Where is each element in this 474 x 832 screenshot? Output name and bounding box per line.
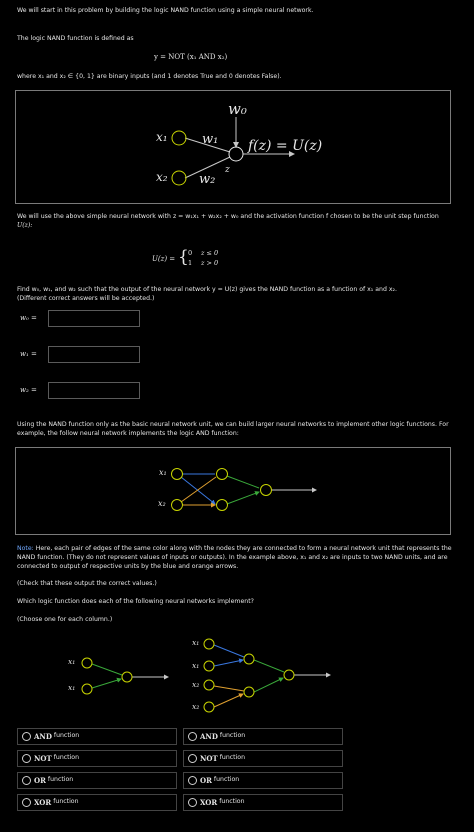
field-label-w1: w₁ = <box>20 350 37 358</box>
output-node <box>261 485 272 496</box>
neuron-node <box>229 147 243 161</box>
right-option-xor[interactable]: XOR function <box>183 794 343 811</box>
right-label-3: x₂ <box>192 680 200 689</box>
label-x2: x₂ <box>156 170 168 184</box>
radio-icon[interactable] <box>22 754 31 763</box>
find-note: (Different correct answers will be accepted.) <box>17 295 155 302</box>
step-fn-row2-cond: z > 0 <box>201 259 219 267</box>
edge-green-2 <box>227 492 259 504</box>
radio-icon[interactable] <box>22 798 31 807</box>
right-option-or[interactable]: OR function <box>183 772 343 789</box>
left-label-1: x₁ <box>68 657 76 666</box>
inputs-description: where x₁ and x₂ ∈ {0, 1} are binary inputs (and 1 denotes True and 0 denotes False). <box>17 73 282 80</box>
edge-blue-2 <box>214 660 243 666</box>
field-label-w0: w₀ = <box>20 314 37 322</box>
neuron-diagram <box>15 90 451 204</box>
left-option-xor[interactable]: XOR function <box>17 794 177 811</box>
label-x2: x₂ <box>158 499 166 508</box>
and-network-diagram <box>15 447 451 535</box>
input-node-4 <box>204 702 214 712</box>
input-node-x2 <box>172 500 183 511</box>
radio-icon[interactable] <box>22 776 31 785</box>
edge-green-1 <box>254 660 284 672</box>
right-label-2: x₁ <box>192 661 200 670</box>
right-option-not[interactable]: NOT function <box>183 750 343 767</box>
note-line-1 <box>17 545 452 553</box>
definition-intro: The logic NAND function is defined as <box>17 35 134 42</box>
w1-input[interactable] <box>48 346 140 363</box>
step-fn-row2-val: 1 <box>188 259 193 267</box>
edge-orange-2 <box>214 694 243 707</box>
label-w2: w₂ <box>199 172 216 187</box>
input-node-x2 <box>172 171 186 185</box>
question-text: Which logic function does each of the following neural networks implement? <box>17 598 254 605</box>
radio-icon[interactable] <box>188 776 197 785</box>
find-text: Find w₀, w₁, and w₂ such that the output of the neural network y = U(z) gives the NAND function as a function of x₁ and x₂. <box>17 286 397 293</box>
field-label-w2: w₂ = <box>20 386 37 394</box>
label-w0: w₀ <box>228 100 247 118</box>
right-label-4: x₂ <box>192 702 200 711</box>
nand-node-2 <box>244 687 254 697</box>
choose-text: (Choose one for each column.) <box>17 616 113 623</box>
right-option-and[interactable]: AND function <box>183 728 343 745</box>
nand-unit-text: Using the NAND function only as the basic neural network unit, we can build larger neural networks to implement other logic functions. For <box>17 421 449 428</box>
check-text: (Check that these output the correct values.) <box>17 580 157 587</box>
model-description-unit: U(z): <box>17 222 33 229</box>
edge-green-1 <box>92 664 122 675</box>
step-fn-brace: { <box>178 247 189 267</box>
left-option-or[interactable]: OR function <box>17 772 177 789</box>
network-diagram-right <box>190 635 350 725</box>
edge-green-2 <box>254 678 283 692</box>
output-node <box>122 672 132 682</box>
step-fn-row1-val: 0 <box>188 249 193 257</box>
nand-unit-text-2: example, the follow neural network implements the logic AND function: <box>17 430 239 437</box>
step-fn-row1-cond: z ≤ 0 <box>201 249 219 257</box>
edge-orange-1 <box>214 686 244 691</box>
radio-icon[interactable] <box>188 732 197 741</box>
note-prefix: Note: <box>17 545 34 552</box>
nand-formula: y = NOT (x₁ AND x₂) <box>154 53 228 61</box>
label-x1: x₁ <box>159 468 167 477</box>
left-option-and[interactable]: AND function <box>17 728 177 745</box>
radio-icon[interactable] <box>188 798 197 807</box>
input-node-2 <box>82 684 92 694</box>
note-line-3: connected to output of respective units by the blue and orange arrows. <box>17 563 239 570</box>
output-node <box>284 670 294 680</box>
input-node-1 <box>204 639 214 649</box>
intro-text: We will start in this problem by building the logic NAND function using a simple neural network. <box>17 7 314 14</box>
radio-icon[interactable] <box>22 732 31 741</box>
input-node-x1 <box>172 469 183 480</box>
input-node-x1 <box>172 131 186 145</box>
input-node-2 <box>204 661 214 671</box>
left-label-2: x₁ <box>68 683 76 692</box>
edge-blue-1 <box>214 645 244 657</box>
nand-node-1 <box>244 654 254 664</box>
model-description: We will use the above simple neural network with z = w₁x₁ + w₂x₂ + w₀ and the activation function f chosen to be the unit step function <box>17 213 439 220</box>
left-option-not[interactable]: NOT function <box>17 750 177 767</box>
label-z: z <box>225 165 230 175</box>
input-node-1 <box>82 658 92 668</box>
w0-input[interactable] <box>48 310 140 327</box>
network-diagram-left <box>60 645 180 705</box>
label-w1: w₁ <box>202 132 219 147</box>
w2-input[interactable] <box>48 382 140 399</box>
radio-icon[interactable] <box>188 754 197 763</box>
and-network-svg <box>16 448 450 534</box>
step-fn-lhs: U(z) = <box>152 255 176 263</box>
input-node-3 <box>204 680 214 690</box>
right-label-1: x₁ <box>192 638 200 647</box>
label-fz: f(z) = U(z) <box>248 138 323 154</box>
edge-green-1 <box>227 476 259 488</box>
note-text-1: Here, each pair of edges of the same color along with the nodes they are connected to form a neural network unit that represents the <box>33 545 452 552</box>
label-x1: x₁ <box>156 130 168 144</box>
note-line-2: NAND function. (They do not represent values of inputs or outputs). In the example above, x₁ and x₂ are inputs to two NAND units, and are <box>17 554 448 561</box>
nand-node-2 <box>217 500 228 511</box>
nand-node-1 <box>217 469 228 480</box>
edge-green-2 <box>92 679 121 688</box>
